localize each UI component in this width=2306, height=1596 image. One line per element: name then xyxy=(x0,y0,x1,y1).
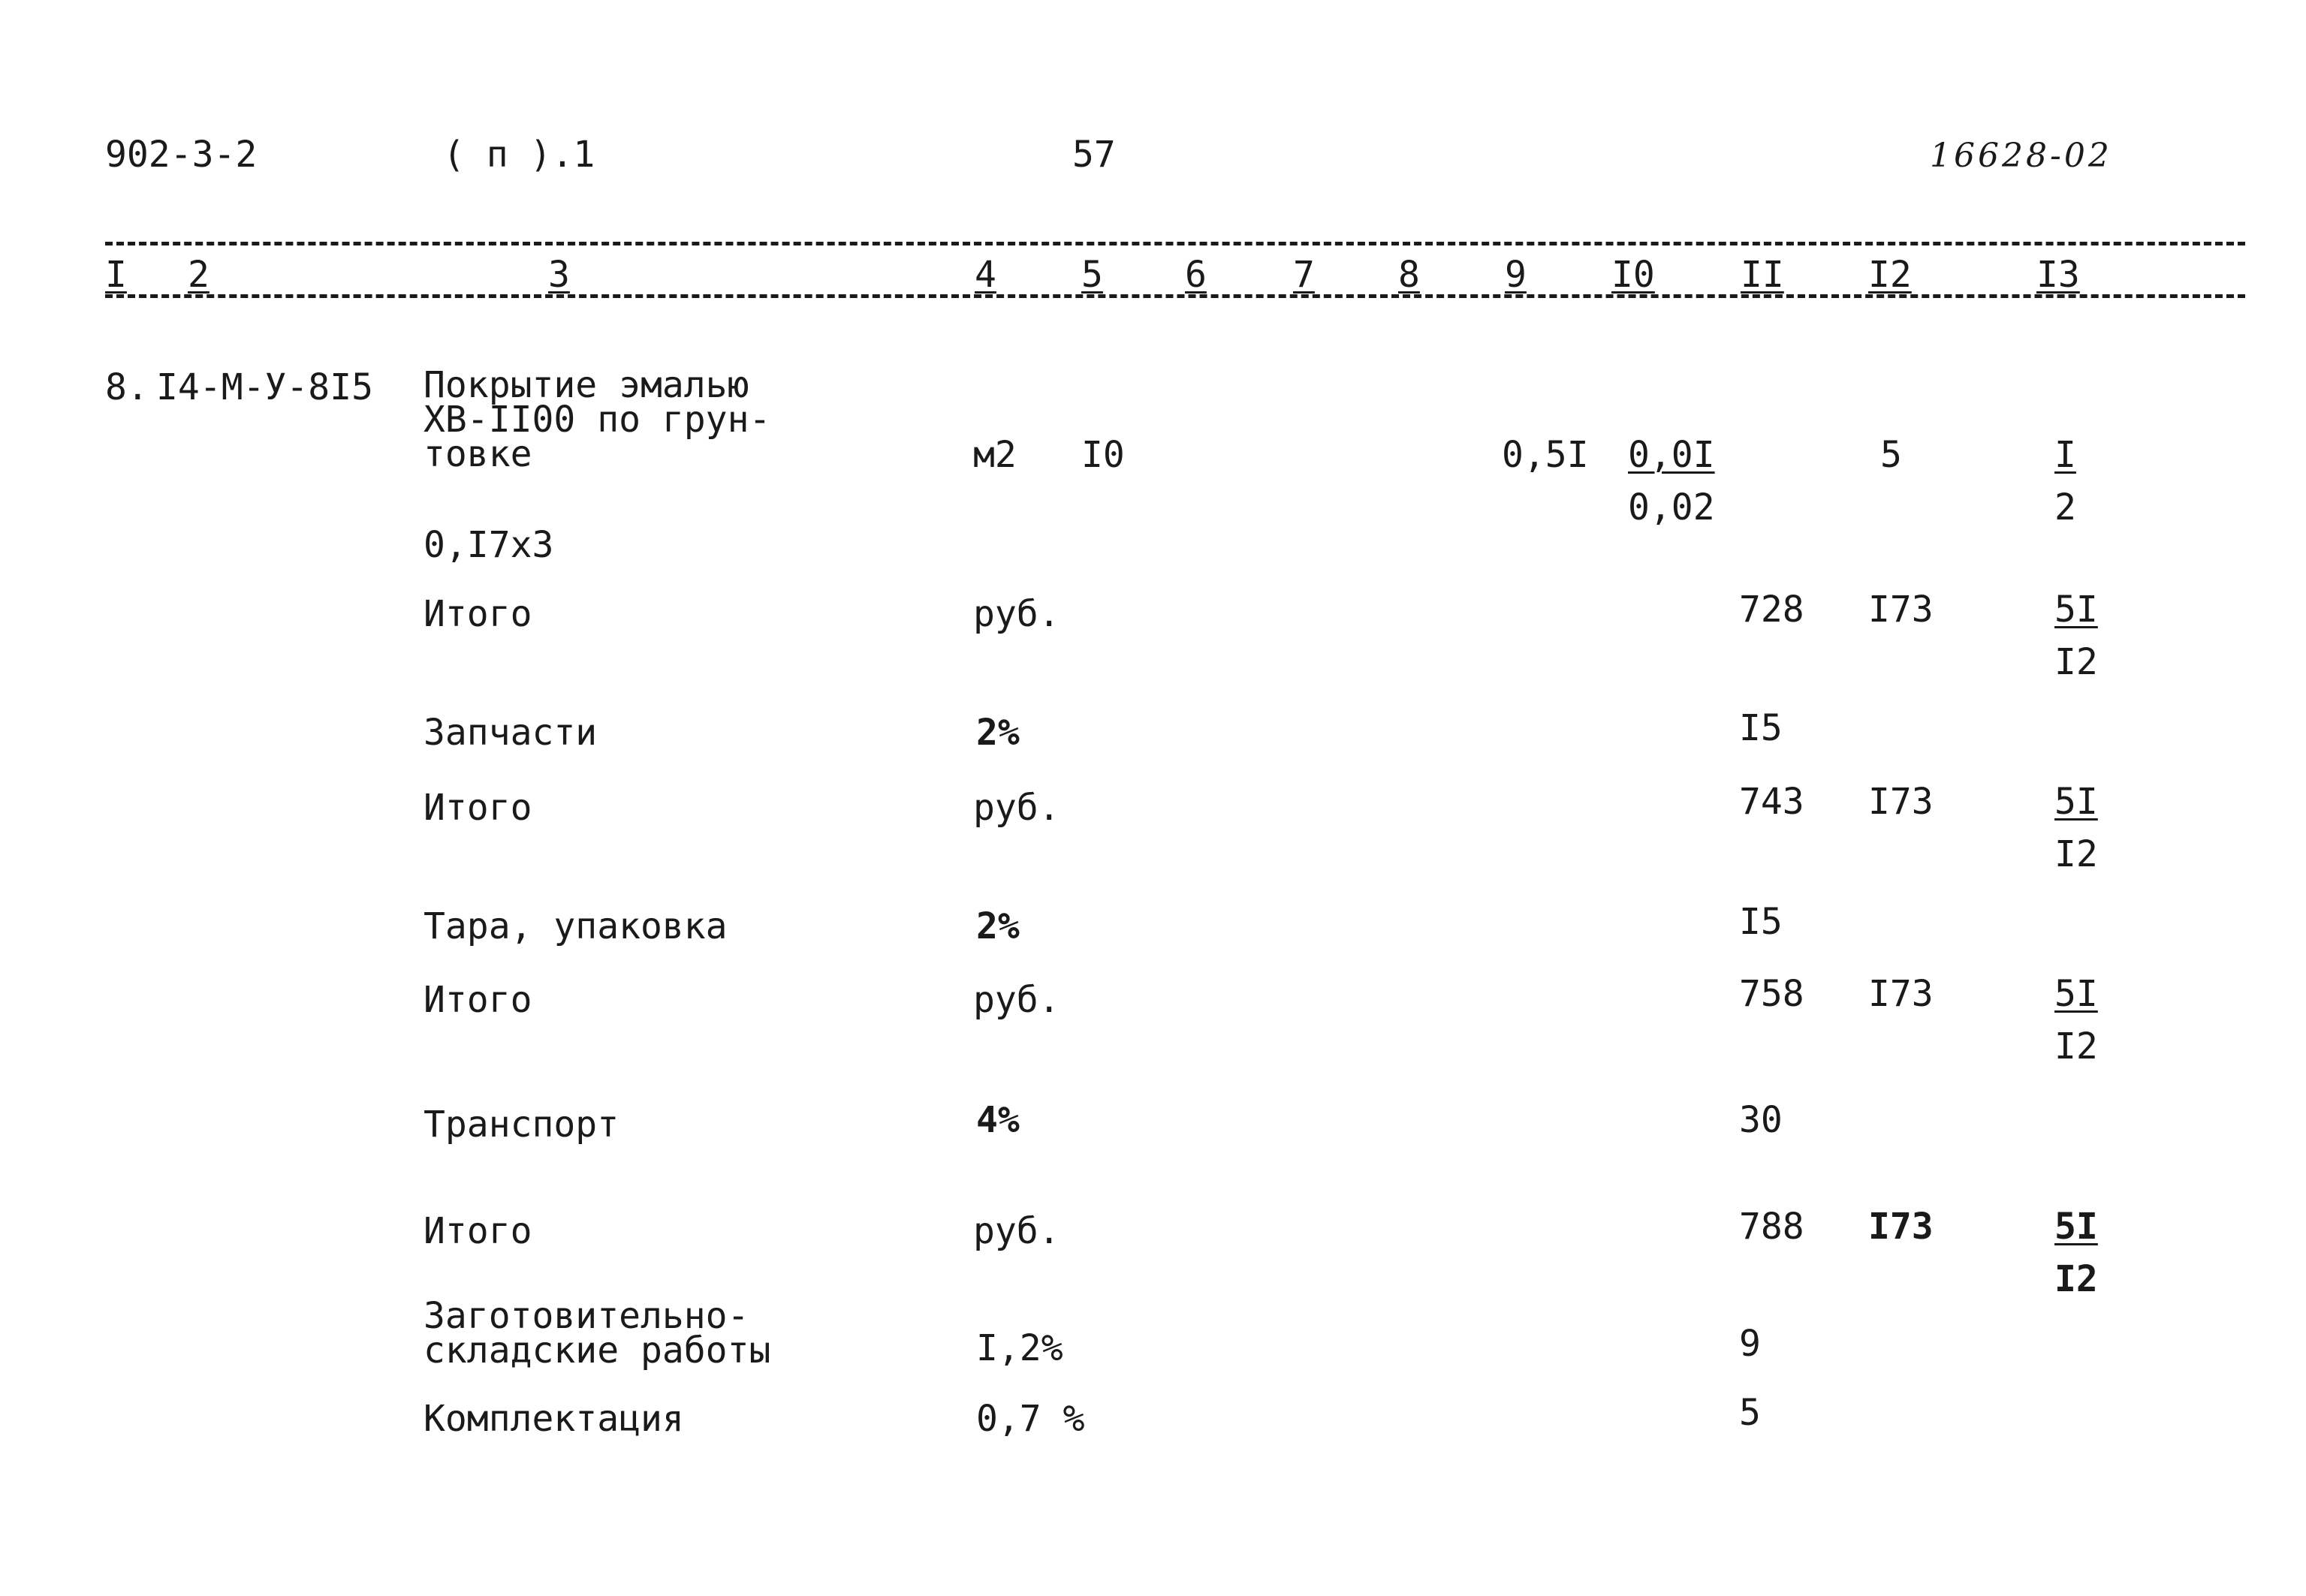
row-col13-top: 5I xyxy=(2054,1206,2098,1248)
row-label: Итого xyxy=(424,1210,532,1252)
item-number: 8. xyxy=(105,366,149,408)
row-col12: I73 xyxy=(1868,781,1934,823)
row-label: Транспорт xyxy=(424,1104,619,1146)
row-col11: 743 xyxy=(1739,781,1804,823)
item-col13-bottom: 2 xyxy=(2054,486,2076,528)
row-col13-bottom: I2 xyxy=(2054,833,2098,875)
row-col13-bottom: I2 xyxy=(2054,1258,2098,1300)
document-code: 902-3-2 xyxy=(105,134,258,176)
row-unit: руб. xyxy=(973,979,1060,1021)
item-description: Покрытие эмалью ХВ-II00 по грун- товке xyxy=(424,364,771,475)
handwritten-number: 16628-02 xyxy=(1930,137,2112,175)
page-number: 57 xyxy=(1072,134,1116,176)
item-unit: м2 xyxy=(973,434,1017,476)
col-header-13: I3 xyxy=(2036,254,2080,296)
row-label: Заготовительно- складские работы xyxy=(424,1295,771,1372)
row-unit: руб. xyxy=(973,593,1060,635)
col-header-7: 7 xyxy=(1293,254,1315,296)
col-header-5: 5 xyxy=(1081,254,1103,296)
row-col13-bottom: I2 xyxy=(2054,641,2098,683)
item-quantity: I0 xyxy=(1081,434,1125,476)
item-col13-top: I xyxy=(2054,434,2076,476)
col-header-1: I xyxy=(105,254,127,296)
row-col12: I73 xyxy=(1868,973,1934,1015)
header-bottom-rule xyxy=(105,294,2245,298)
item-code: I4-М-У-8I5 xyxy=(156,366,373,408)
section-mark: ( п ).1 xyxy=(443,134,595,176)
row-col12: I73 xyxy=(1868,1206,1934,1248)
row-unit: 4% xyxy=(976,1099,1020,1141)
col-header-4: 4 xyxy=(975,254,996,296)
row-unit: 2% xyxy=(976,712,1020,754)
row-col11: I5 xyxy=(1739,901,1783,943)
row-col12: I73 xyxy=(1868,589,1934,631)
col-header-3: 3 xyxy=(548,254,570,296)
row-unit: руб. xyxy=(973,1210,1060,1252)
row-col13-bottom: I2 xyxy=(2054,1025,2098,1068)
row-unit: 0,7 % xyxy=(976,1398,1085,1440)
row-col13-top: 5I xyxy=(2054,973,2098,1015)
row-col13-top: 5I xyxy=(2054,589,2098,631)
item-formula: 0,I7х3 xyxy=(424,524,554,566)
row-col11: 758 xyxy=(1739,973,1804,1015)
row-label: Итого xyxy=(424,787,532,829)
row-col11: 5 xyxy=(1739,1392,1761,1434)
row-col13-top: 5I xyxy=(2054,781,2098,823)
item-col9: 0,5I xyxy=(1502,434,1589,476)
row-label: Комплектация xyxy=(424,1398,684,1440)
item-col12: 5 xyxy=(1880,434,1902,476)
row-label: Запчасти xyxy=(424,712,598,754)
row-label: Итого xyxy=(424,593,532,635)
row-unit: 2% xyxy=(976,905,1020,947)
row-col11: 728 xyxy=(1739,589,1804,631)
col-header-9: 9 xyxy=(1505,254,1527,296)
row-unit: I,2% xyxy=(976,1327,1063,1369)
item-col10-bottom: 0,02 xyxy=(1628,486,1715,528)
row-col11: I5 xyxy=(1739,707,1783,749)
col-header-6: 6 xyxy=(1185,254,1207,296)
row-unit: руб. xyxy=(973,787,1060,829)
col-header-11: II xyxy=(1741,254,1784,296)
row-col11: 788 xyxy=(1739,1206,1804,1248)
col-header-12: I2 xyxy=(1868,254,1912,296)
header-top-rule xyxy=(105,242,2245,245)
row-col11: 30 xyxy=(1739,1099,1783,1141)
row-label: Итого xyxy=(424,979,532,1021)
col-header-10: I0 xyxy=(1611,254,1655,296)
col-header-2: 2 xyxy=(188,254,209,296)
item-col10-top: 0,0I xyxy=(1628,434,1715,476)
col-header-8: 8 xyxy=(1398,254,1420,296)
row-label: Тара, упаковка xyxy=(424,905,728,947)
row-col11: 9 xyxy=(1739,1323,1761,1365)
